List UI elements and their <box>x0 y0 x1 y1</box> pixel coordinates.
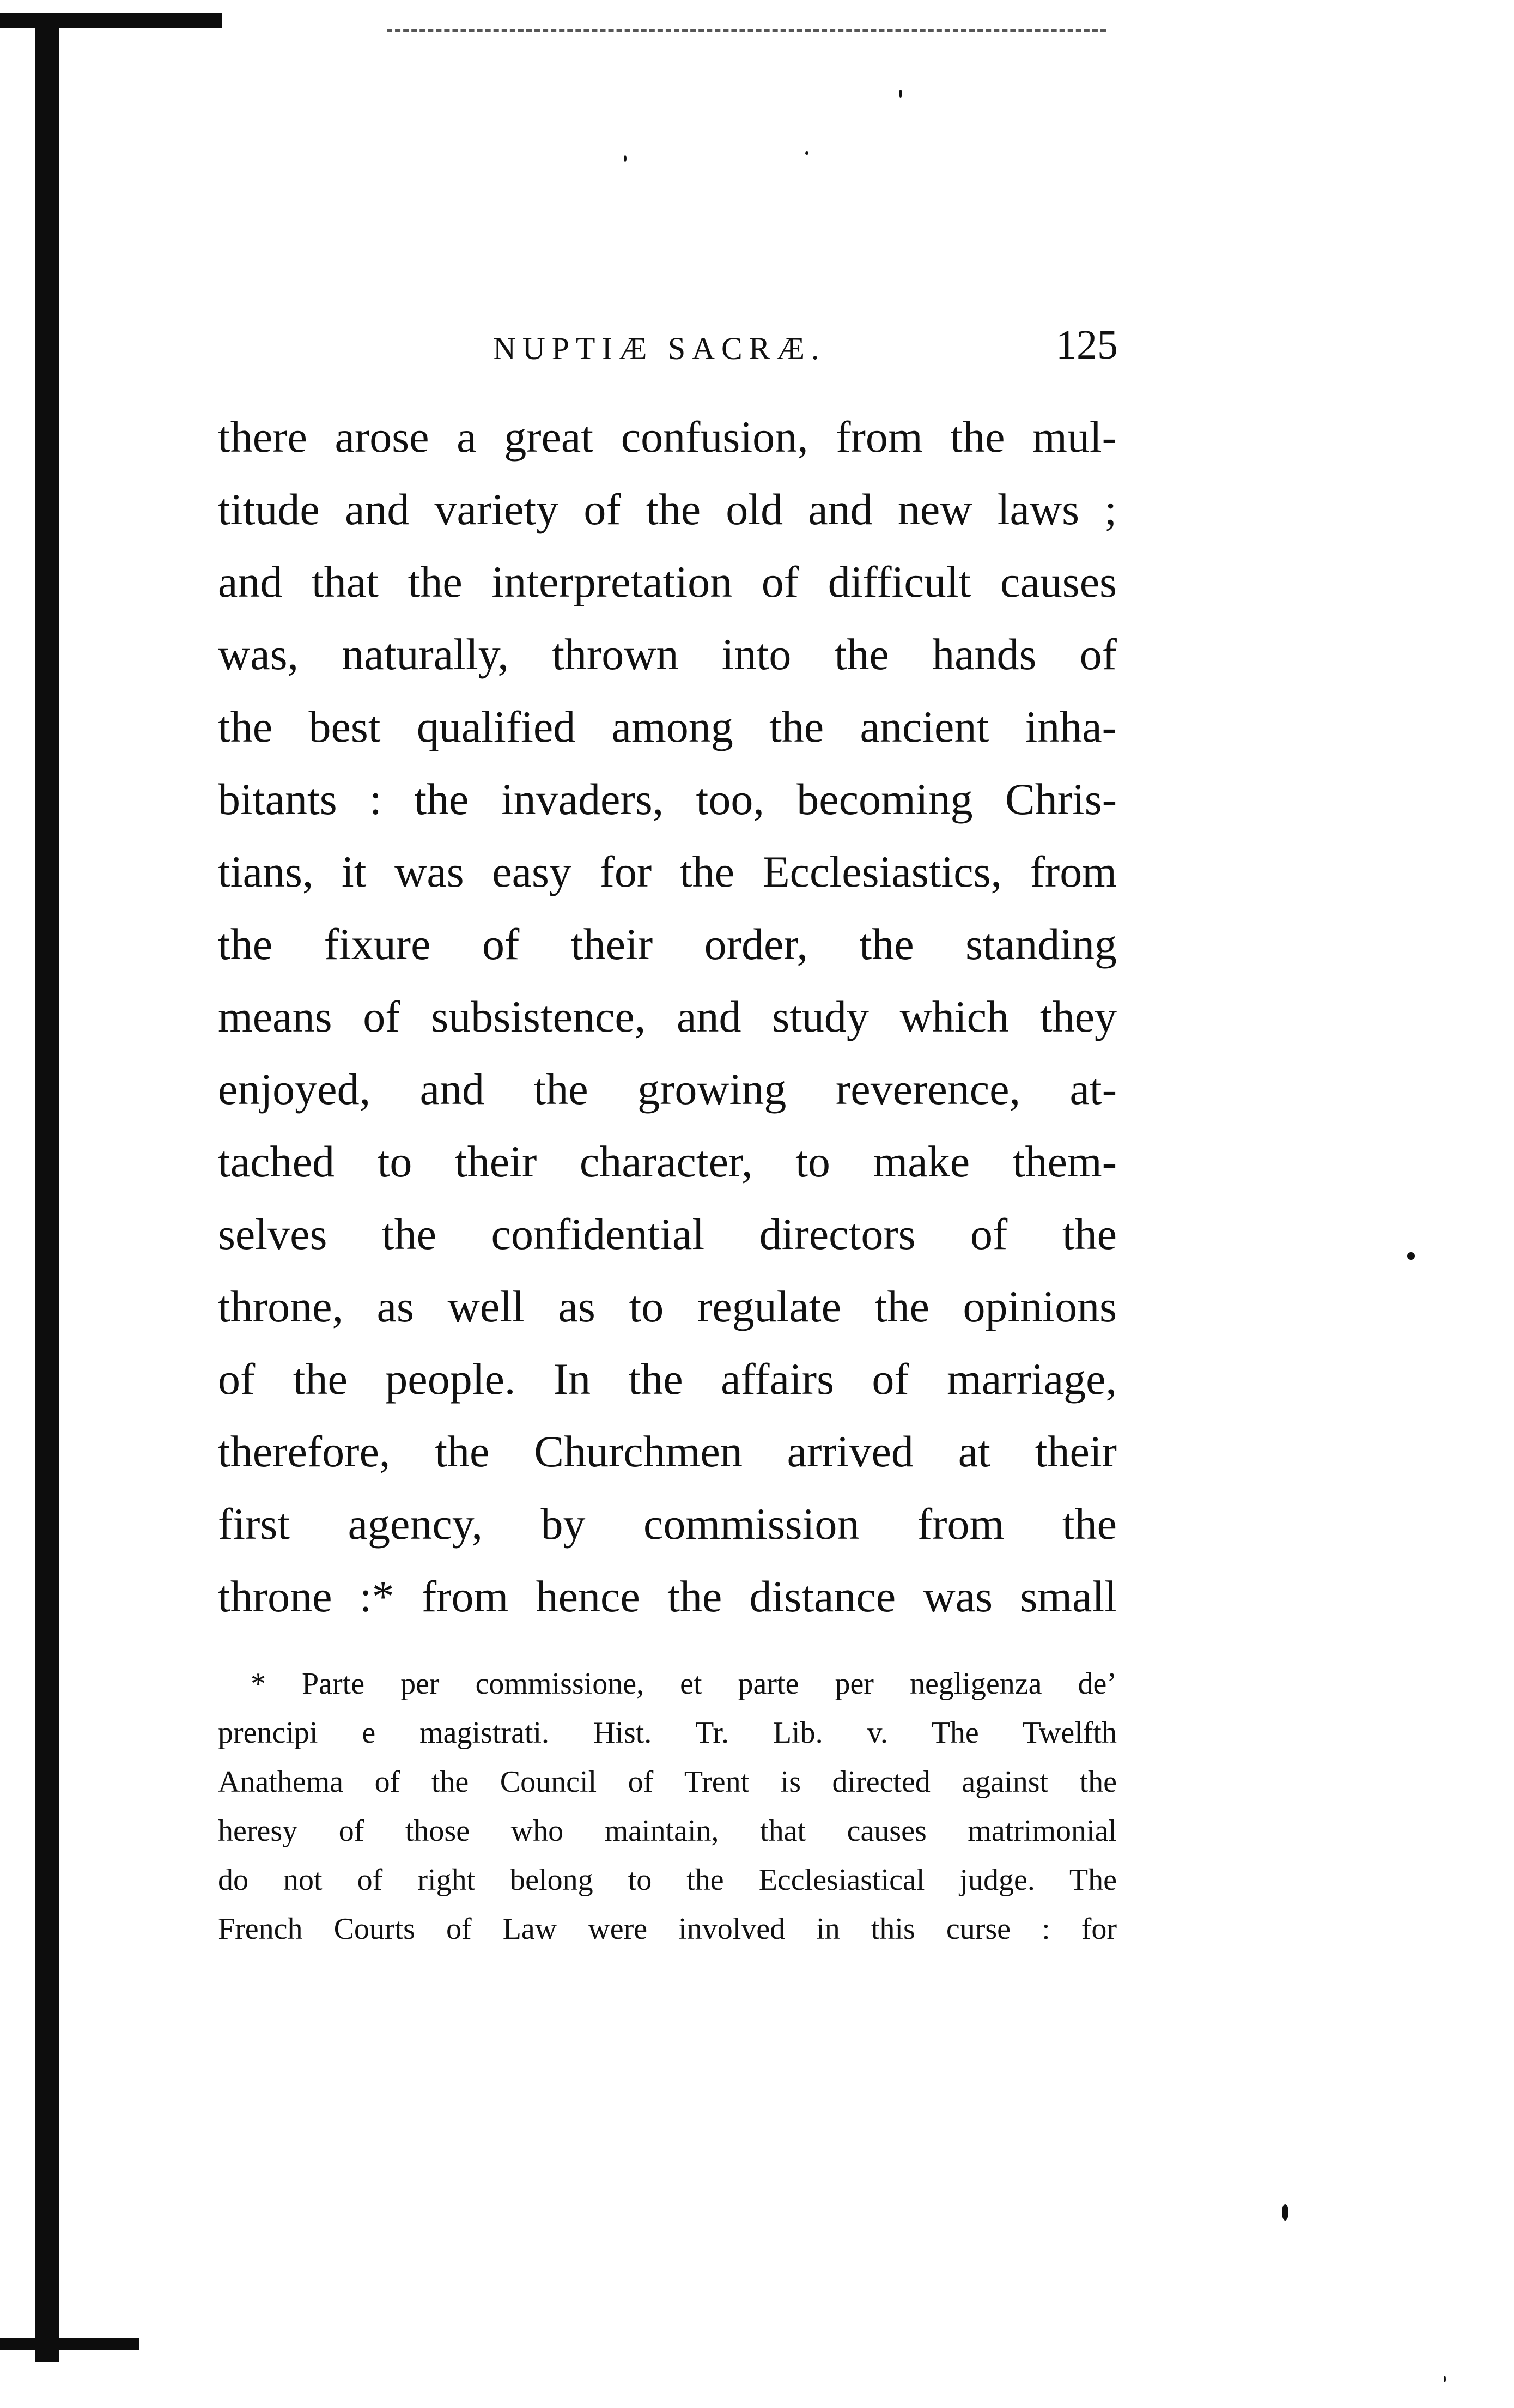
body-line: therefore, the Churchmen arrived at their <box>218 1427 1117 1476</box>
body-line: tached to their character, to make them- <box>218 1137 1117 1186</box>
footnote-line: Anathema of the Council of Trent is directed against the <box>218 1765 1117 1799</box>
footnote-line: heresy of those who maintain, that causes matrimonial <box>218 1814 1117 1848</box>
footnote-line: prencipi e magistrati. Hist. Tr. Lib. v. The Twelfth <box>218 1716 1117 1750</box>
footnote <box>218 1659 1117 1954</box>
scan-border-bottom <box>0 2338 139 2350</box>
body-line: tians, it was easy for the Ecclesiastics, from <box>218 847 1117 896</box>
body-line: the fixure of their order, the standing <box>218 919 1117 969</box>
scan-noise-line <box>387 29 1106 32</box>
scan-speck <box>899 90 902 98</box>
body-line: selves the confidential directors of the <box>218 1209 1117 1259</box>
body-text <box>218 401 1117 1633</box>
body-line: was, naturally, thrown into the hands of <box>218 629 1117 679</box>
body-line: throne :* from hence the distance was small <box>218 1572 1117 1621</box>
footnote-line: do not of right belong to the Ecclesiastical judge. The <box>218 1863 1117 1897</box>
scan-speck <box>1407 1252 1415 1260</box>
running-title: NUPTIÆ SACRÆ. <box>493 331 826 366</box>
body-line: and that the interpretation of difficult causes <box>218 557 1117 606</box>
footnote-line: * Parte per commissione, et parte per negligenza de’ <box>251 1667 1117 1701</box>
body-line: first agency, by commission from the <box>218 1499 1117 1549</box>
body-line: there arose a great confusion, from the mul- <box>218 412 1117 462</box>
scan-speck <box>624 155 627 162</box>
page-number: 125 <box>1056 322 1118 368</box>
body-line: enjoyed, and the growing reverence, at- <box>218 1064 1117 1114</box>
body-line: bitants : the invaders, too, becoming Chris- <box>218 774 1117 824</box>
body-line: throne, as well as to regulate the opinions <box>218 1282 1117 1331</box>
scan-speck <box>805 151 808 155</box>
scan-border-left <box>35 13 59 2362</box>
body-line: of the people. In the affairs of marriage, <box>218 1354 1117 1404</box>
body-line: means of subsistence, and study which they <box>218 992 1117 1041</box>
body-line: the best qualified among the ancient inha- <box>218 702 1117 751</box>
body-line: titude and variety of the old and new laws ; <box>218 484 1117 534</box>
footnote-line: French Courts of Law were involved in this curse : for <box>218 1912 1117 1946</box>
scan-speck <box>1444 2376 1446 2382</box>
scan-border-top <box>0 13 222 28</box>
scan-speck <box>1282 2204 1288 2221</box>
